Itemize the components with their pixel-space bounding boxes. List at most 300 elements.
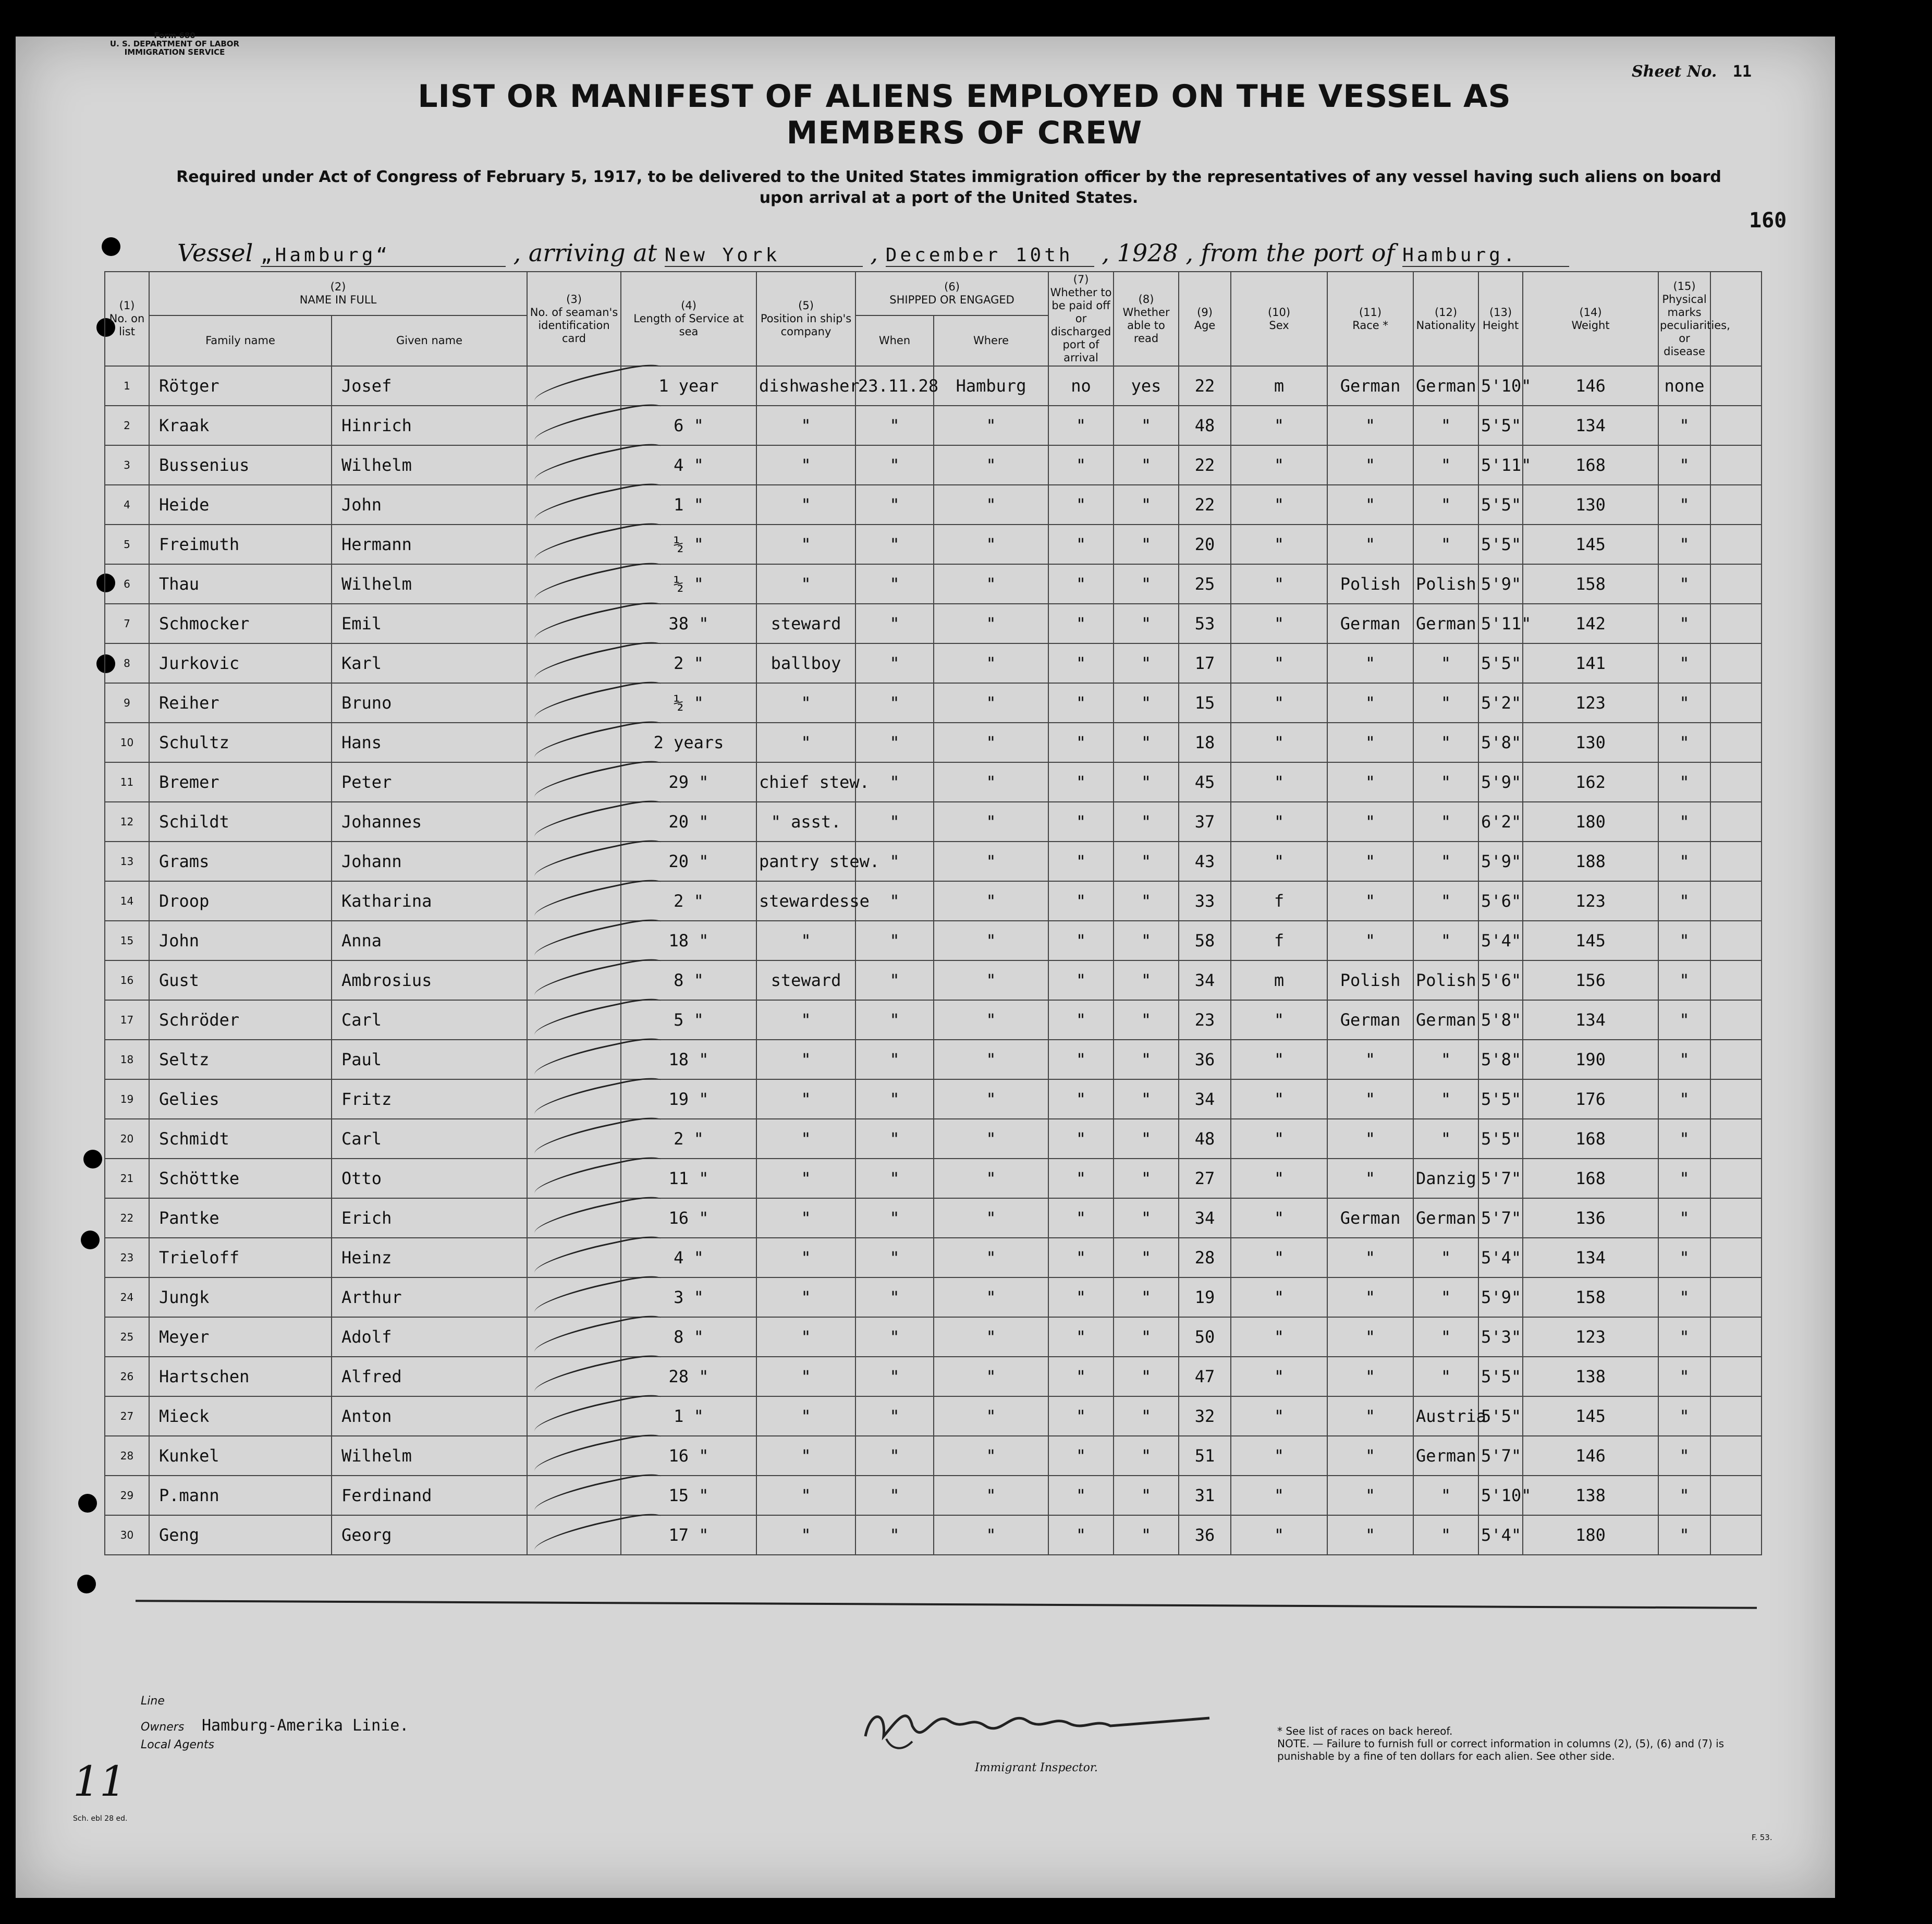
sex: " bbox=[1231, 842, 1327, 881]
family-name: Schultz bbox=[149, 723, 332, 762]
weight: 180 bbox=[1523, 1515, 1658, 1555]
position: " bbox=[756, 1040, 855, 1079]
col-sex-header: (10) Sex bbox=[1231, 272, 1327, 366]
position: stewardesse bbox=[756, 881, 855, 921]
sex: " bbox=[1231, 1238, 1327, 1277]
shipped-where: " bbox=[934, 1476, 1048, 1515]
service-length: 16 " bbox=[621, 1436, 756, 1476]
family-name: Bremer bbox=[149, 762, 332, 802]
position: " bbox=[756, 1476, 855, 1515]
weight: 162 bbox=[1523, 762, 1658, 802]
f-note: F. 53. bbox=[1752, 1833, 1772, 1842]
able-to-read: " bbox=[1114, 802, 1179, 842]
row-number: 11 bbox=[105, 762, 149, 802]
height: 5'7" bbox=[1478, 1198, 1523, 1238]
able-to-read: " bbox=[1114, 1238, 1179, 1277]
age: 22 bbox=[1179, 366, 1231, 406]
position: " bbox=[756, 723, 855, 762]
shipped-when: " bbox=[855, 643, 934, 683]
age: 32 bbox=[1179, 1396, 1231, 1436]
physical-marks: " bbox=[1658, 1317, 1710, 1357]
table-row bbox=[105, 485, 1762, 525]
paid-off: " bbox=[1048, 723, 1114, 762]
vessel-name: „Hamburg“ bbox=[261, 245, 506, 267]
given-name: Peter bbox=[332, 762, 527, 802]
row-number: 27 bbox=[105, 1396, 149, 1436]
nationality: " bbox=[1413, 683, 1478, 723]
service-length: 1 " bbox=[621, 485, 756, 525]
service-length: 18 " bbox=[621, 1040, 756, 1079]
paid-off: " bbox=[1048, 406, 1114, 445]
id-card-cell bbox=[527, 1159, 621, 1198]
blank-cell bbox=[1710, 1476, 1762, 1515]
table-row bbox=[105, 1159, 1762, 1198]
position: steward bbox=[756, 960, 855, 1000]
given-name: Hinrich bbox=[332, 406, 527, 445]
race: " bbox=[1327, 723, 1413, 762]
shipped-when: " bbox=[855, 1436, 934, 1476]
nationality: " bbox=[1413, 1079, 1478, 1119]
punch-hole bbox=[102, 237, 120, 256]
paid-off: " bbox=[1048, 1396, 1114, 1436]
blank-cell bbox=[1710, 445, 1762, 485]
family-name: Gelies bbox=[149, 1079, 332, 1119]
able-to-read: " bbox=[1114, 604, 1179, 643]
row-number: 17 bbox=[105, 1000, 149, 1040]
table-header bbox=[105, 272, 1762, 366]
paid-off: " bbox=[1048, 604, 1114, 643]
blank-cell bbox=[1710, 485, 1762, 525]
shipped-where: " bbox=[934, 1198, 1048, 1238]
table-row bbox=[105, 1119, 1762, 1159]
able-to-read: " bbox=[1114, 960, 1179, 1000]
given-name: Anton bbox=[332, 1396, 527, 1436]
shipped-where: " bbox=[934, 643, 1048, 683]
line-label: Line bbox=[141, 1695, 165, 1708]
race: " bbox=[1327, 1079, 1413, 1119]
table-row bbox=[105, 1000, 1762, 1040]
weight: 134 bbox=[1523, 406, 1658, 445]
paid-off: " bbox=[1048, 445, 1114, 485]
family-name: Schöttke bbox=[149, 1159, 332, 1198]
id-card-cell bbox=[527, 1357, 621, 1396]
service-length: 11 " bbox=[621, 1159, 756, 1198]
age: 20 bbox=[1179, 525, 1231, 564]
position: " bbox=[756, 1317, 855, 1357]
paid-off: " bbox=[1048, 1476, 1114, 1515]
sex: " bbox=[1231, 604, 1327, 643]
id-card-cell bbox=[527, 1079, 621, 1119]
sex: f bbox=[1231, 881, 1327, 921]
form-tag-line: IMMIGRATION SERVICE bbox=[124, 47, 225, 57]
from-port: Hamburg. bbox=[1402, 245, 1569, 267]
family-name: Droop bbox=[149, 881, 332, 921]
given-name: John bbox=[332, 485, 527, 525]
weight: 142 bbox=[1523, 604, 1658, 643]
height: 5'10" bbox=[1478, 1476, 1523, 1515]
row-number: 8 bbox=[105, 643, 149, 683]
id-card-cell bbox=[527, 643, 621, 683]
position: pantry stew. bbox=[756, 842, 855, 881]
sex: " bbox=[1231, 643, 1327, 683]
race: Polish bbox=[1327, 564, 1413, 604]
physical-marks: " bbox=[1658, 406, 1710, 445]
family-name: P.mann bbox=[149, 1476, 332, 1515]
shipped-when: " bbox=[855, 445, 934, 485]
weight: 134 bbox=[1523, 1238, 1658, 1277]
form-tag bbox=[91, 31, 258, 56]
age: 48 bbox=[1179, 1119, 1231, 1159]
physical-marks: " bbox=[1658, 842, 1710, 881]
manifest-table bbox=[104, 271, 1762, 1555]
vessel-line: Vessel „Hamburg“ , arriving at New York , December 10th , 1928 , from the port of Hamburg. bbox=[177, 239, 1569, 267]
given-name: Wilhelm bbox=[332, 445, 527, 485]
blank-cell bbox=[1710, 1198, 1762, 1238]
given-name: Arthur bbox=[332, 1277, 527, 1317]
height: 5'5" bbox=[1478, 643, 1523, 683]
year-suffix: 28 bbox=[1147, 239, 1178, 267]
weight: 180 bbox=[1523, 802, 1658, 842]
family-name: Jurkovic bbox=[149, 643, 332, 683]
physical-marks: " bbox=[1658, 445, 1710, 485]
row-number: 23 bbox=[105, 1238, 149, 1277]
age: 28 bbox=[1179, 1238, 1231, 1277]
able-to-read: " bbox=[1114, 762, 1179, 802]
sex: " bbox=[1231, 1079, 1327, 1119]
nationality: Polish bbox=[1413, 960, 1478, 1000]
service-length: 18 " bbox=[621, 921, 756, 960]
physical-marks: " bbox=[1658, 881, 1710, 921]
table-row bbox=[105, 564, 1762, 604]
given-name: Ferdinand bbox=[332, 1476, 527, 1515]
table-row bbox=[105, 643, 1762, 683]
nationality: " bbox=[1413, 1119, 1478, 1159]
physical-marks: " bbox=[1658, 1159, 1710, 1198]
able-to-read: " bbox=[1114, 921, 1179, 960]
given-name: Adolf bbox=[332, 1317, 527, 1357]
age: 50 bbox=[1179, 1317, 1231, 1357]
shipped-where: Hamburg bbox=[934, 366, 1048, 406]
physical-marks: none bbox=[1658, 366, 1710, 406]
height: 5'6" bbox=[1478, 881, 1523, 921]
family-name: Rötger bbox=[149, 366, 332, 406]
id-card-cell bbox=[527, 1040, 621, 1079]
nationality: " bbox=[1413, 1357, 1478, 1396]
shipped-when: " bbox=[855, 604, 934, 643]
sheet-value: 11 bbox=[1732, 63, 1752, 81]
age: 53 bbox=[1179, 604, 1231, 643]
shipped-where: " bbox=[934, 960, 1048, 1000]
col-service-header: (4) Length of Service at sea bbox=[621, 272, 756, 366]
sex: " bbox=[1231, 1317, 1327, 1357]
height: 5'6" bbox=[1478, 960, 1523, 1000]
service-length: 2 years bbox=[621, 723, 756, 762]
paid-off: " bbox=[1048, 921, 1114, 960]
id-card-cell bbox=[527, 921, 621, 960]
row-number: 14 bbox=[105, 881, 149, 921]
race: German bbox=[1327, 1000, 1413, 1040]
shipped-where: " bbox=[934, 1277, 1048, 1317]
line-row bbox=[141, 1695, 409, 1716]
service-length: 8 " bbox=[621, 960, 756, 1000]
sex: " bbox=[1231, 525, 1327, 564]
paid-off: " bbox=[1048, 683, 1114, 723]
from-label: , from the port of bbox=[1185, 239, 1395, 267]
blank-cell bbox=[1710, 960, 1762, 1000]
footer-left bbox=[141, 1695, 409, 1760]
physical-marks: " bbox=[1658, 1357, 1710, 1396]
physical-marks: " bbox=[1658, 762, 1710, 802]
family-name: Schmocker bbox=[149, 604, 332, 643]
punch-hole bbox=[78, 1494, 97, 1513]
form-tag-line: U. S. DEPARTMENT OF LABOR bbox=[109, 39, 240, 48]
able-to-read: " bbox=[1114, 1000, 1179, 1040]
height: 5'8" bbox=[1478, 1000, 1523, 1040]
paid-off: " bbox=[1048, 1436, 1114, 1476]
id-card-cell bbox=[527, 881, 621, 921]
position: " bbox=[756, 1159, 855, 1198]
given-name: Bruno bbox=[332, 683, 527, 723]
given-name: Erich bbox=[332, 1198, 527, 1238]
service-length: 28 " bbox=[621, 1357, 756, 1396]
col-age-header: (9) Age bbox=[1179, 272, 1231, 366]
sex: " bbox=[1231, 1277, 1327, 1317]
physical-marks: " bbox=[1658, 723, 1710, 762]
given-name: Josef bbox=[332, 366, 527, 406]
race: " bbox=[1327, 1317, 1413, 1357]
nationality: " bbox=[1413, 723, 1478, 762]
shipped-where: " bbox=[934, 881, 1048, 921]
blank-cell bbox=[1710, 1040, 1762, 1079]
paid-off: " bbox=[1048, 1515, 1114, 1555]
shipped-when: " bbox=[855, 1396, 934, 1436]
shipped-where: " bbox=[934, 1159, 1048, 1198]
weight: 145 bbox=[1523, 1396, 1658, 1436]
shipped-where: " bbox=[934, 604, 1048, 643]
sex: " bbox=[1231, 1119, 1327, 1159]
row-number: 22 bbox=[105, 1198, 149, 1238]
age: 31 bbox=[1179, 1476, 1231, 1515]
given-name: Emil bbox=[332, 604, 527, 643]
nationality: German bbox=[1413, 604, 1478, 643]
table-row bbox=[105, 366, 1762, 406]
blank-cell bbox=[1710, 762, 1762, 802]
family-name: Bussenius bbox=[149, 445, 332, 485]
weight: 145 bbox=[1523, 921, 1658, 960]
col-read-header: (8) Whether able to read bbox=[1114, 272, 1179, 366]
service-length: 1 year bbox=[621, 366, 756, 406]
blank-cell bbox=[1710, 842, 1762, 881]
position: " bbox=[756, 1277, 855, 1317]
position: " bbox=[756, 1000, 855, 1040]
nationality: " bbox=[1413, 1277, 1478, 1317]
nationality: German bbox=[1413, 366, 1478, 406]
family-name: Seltz bbox=[149, 1040, 332, 1079]
shipped-where: " bbox=[934, 1515, 1048, 1555]
physical-marks: " bbox=[1658, 564, 1710, 604]
col-no-header: (1) No. on list bbox=[105, 272, 149, 366]
service-length: 6 " bbox=[621, 406, 756, 445]
height: 5'8" bbox=[1478, 723, 1523, 762]
shipped-where: " bbox=[934, 683, 1048, 723]
physical-marks: " bbox=[1658, 1238, 1710, 1277]
race: German bbox=[1327, 604, 1413, 643]
id-card-cell bbox=[527, 406, 621, 445]
service-length: ½ " bbox=[621, 564, 756, 604]
position: ballboy bbox=[756, 643, 855, 683]
blank-cell bbox=[1710, 1119, 1762, 1159]
service-length: 4 " bbox=[621, 1238, 756, 1277]
service-length: 8 " bbox=[621, 1317, 756, 1357]
physical-marks: " bbox=[1658, 485, 1710, 525]
height: 5'5" bbox=[1478, 1357, 1523, 1396]
age: 23 bbox=[1179, 1000, 1231, 1040]
age: 34 bbox=[1179, 1079, 1231, 1119]
able-to-read: " bbox=[1114, 1357, 1179, 1396]
form-tag-line: Form 680 bbox=[154, 31, 195, 40]
able-to-read: " bbox=[1114, 1476, 1179, 1515]
nationality: German bbox=[1413, 1000, 1478, 1040]
owners-label: Owners bbox=[141, 1721, 185, 1734]
shipped-when: " bbox=[855, 1357, 934, 1396]
race: " bbox=[1327, 1396, 1413, 1436]
race: " bbox=[1327, 1277, 1413, 1317]
punch-hole bbox=[83, 1150, 102, 1168]
age: 45 bbox=[1179, 762, 1231, 802]
shipped-where: " bbox=[934, 485, 1048, 525]
paid-off: no bbox=[1048, 366, 1114, 406]
nationality: " bbox=[1413, 1040, 1478, 1079]
age: 36 bbox=[1179, 1515, 1231, 1555]
weight: 168 bbox=[1523, 445, 1658, 485]
service-length: 1 " bbox=[621, 1396, 756, 1436]
paid-off: " bbox=[1048, 881, 1114, 921]
col-marks-header: (15) Physical marks peculiarities, or disease bbox=[1658, 272, 1710, 366]
given-name: Hermann bbox=[332, 525, 527, 564]
shipped-where: " bbox=[934, 1000, 1048, 1040]
family-name: Gust bbox=[149, 960, 332, 1000]
height: 5'5" bbox=[1478, 485, 1523, 525]
sex: " bbox=[1231, 485, 1327, 525]
row-number: 12 bbox=[105, 802, 149, 842]
able-to-read: " bbox=[1114, 406, 1179, 445]
blank-cell bbox=[1710, 881, 1762, 921]
shipped-when: " bbox=[855, 1317, 934, 1357]
position: " bbox=[756, 1396, 855, 1436]
race: " bbox=[1327, 485, 1413, 525]
paid-off: " bbox=[1048, 1079, 1114, 1119]
height: 5'9" bbox=[1478, 1277, 1523, 1317]
race: German bbox=[1327, 366, 1413, 406]
id-card-cell bbox=[527, 1436, 621, 1476]
family-name: Thau bbox=[149, 564, 332, 604]
weight: 123 bbox=[1523, 1317, 1658, 1357]
id-card-cell bbox=[527, 485, 621, 525]
nationality: " bbox=[1413, 1238, 1478, 1277]
paid-off: " bbox=[1048, 1000, 1114, 1040]
nationality: Polish bbox=[1413, 564, 1478, 604]
col-given-header: Given name bbox=[332, 315, 527, 366]
height: 5'2" bbox=[1478, 683, 1523, 723]
race: " bbox=[1327, 1515, 1413, 1555]
given-name: Johannes bbox=[332, 802, 527, 842]
nationality: " bbox=[1413, 643, 1478, 683]
position: " bbox=[756, 445, 855, 485]
given-name: Anna bbox=[332, 921, 527, 960]
position: " bbox=[756, 1198, 855, 1238]
able-to-read: yes bbox=[1114, 366, 1179, 406]
nationality: " bbox=[1413, 802, 1478, 842]
sex: " bbox=[1231, 564, 1327, 604]
family-name: Schildt bbox=[149, 802, 332, 842]
id-card-cell bbox=[527, 1476, 621, 1515]
id-card-cell bbox=[527, 842, 621, 881]
shipped-when: " bbox=[855, 762, 934, 802]
shipped-where: " bbox=[934, 445, 1048, 485]
age: 15 bbox=[1179, 683, 1231, 723]
row-number: 10 bbox=[105, 723, 149, 762]
blank-cell bbox=[1710, 802, 1762, 842]
age: 22 bbox=[1179, 485, 1231, 525]
height: 5'3" bbox=[1478, 1317, 1523, 1357]
age: 17 bbox=[1179, 643, 1231, 683]
position: " bbox=[756, 683, 855, 723]
family-name: Mieck bbox=[149, 1396, 332, 1436]
race: " bbox=[1327, 1357, 1413, 1396]
weight: 141 bbox=[1523, 643, 1658, 683]
race: " bbox=[1327, 842, 1413, 881]
position: " asst. bbox=[756, 802, 855, 842]
paid-off: " bbox=[1048, 802, 1114, 842]
weight: 146 bbox=[1523, 1436, 1658, 1476]
age: 47 bbox=[1179, 1357, 1231, 1396]
blank-cell bbox=[1710, 921, 1762, 960]
family-name: Schmidt bbox=[149, 1119, 332, 1159]
service-length: 2 " bbox=[621, 881, 756, 921]
id-card-cell bbox=[527, 1396, 621, 1436]
shipped-where: " bbox=[934, 1040, 1048, 1079]
table-row bbox=[105, 1040, 1762, 1079]
blank-cell bbox=[1710, 1515, 1762, 1555]
able-to-read: " bbox=[1114, 683, 1179, 723]
race: " bbox=[1327, 445, 1413, 485]
given-name: Alfred bbox=[332, 1357, 527, 1396]
sex: " bbox=[1231, 1159, 1327, 1198]
sex: m bbox=[1231, 366, 1327, 406]
id-card-cell bbox=[527, 366, 621, 406]
id-card-cell bbox=[527, 604, 621, 643]
weight: 136 bbox=[1523, 1198, 1658, 1238]
given-name: Katharina bbox=[332, 881, 527, 921]
position: " bbox=[756, 1357, 855, 1396]
shipped-where: " bbox=[934, 1079, 1048, 1119]
sex: " bbox=[1231, 1515, 1327, 1555]
position: dishwasher bbox=[756, 366, 855, 406]
family-name: Kraak bbox=[149, 406, 332, 445]
col-name-header: (2) NAME IN FULL bbox=[149, 272, 527, 315]
nationality: " bbox=[1413, 406, 1478, 445]
shipped-where: " bbox=[934, 525, 1048, 564]
family-name: Schröder bbox=[149, 1000, 332, 1040]
race: " bbox=[1327, 881, 1413, 921]
table-row bbox=[105, 1277, 1762, 1317]
position: " bbox=[756, 1238, 855, 1277]
note-races: * See list of races on back hereof. bbox=[1277, 1725, 1453, 1737]
weight: 123 bbox=[1523, 881, 1658, 921]
race: " bbox=[1327, 1040, 1413, 1079]
table-row bbox=[105, 1079, 1762, 1119]
punch-hole bbox=[81, 1231, 100, 1249]
